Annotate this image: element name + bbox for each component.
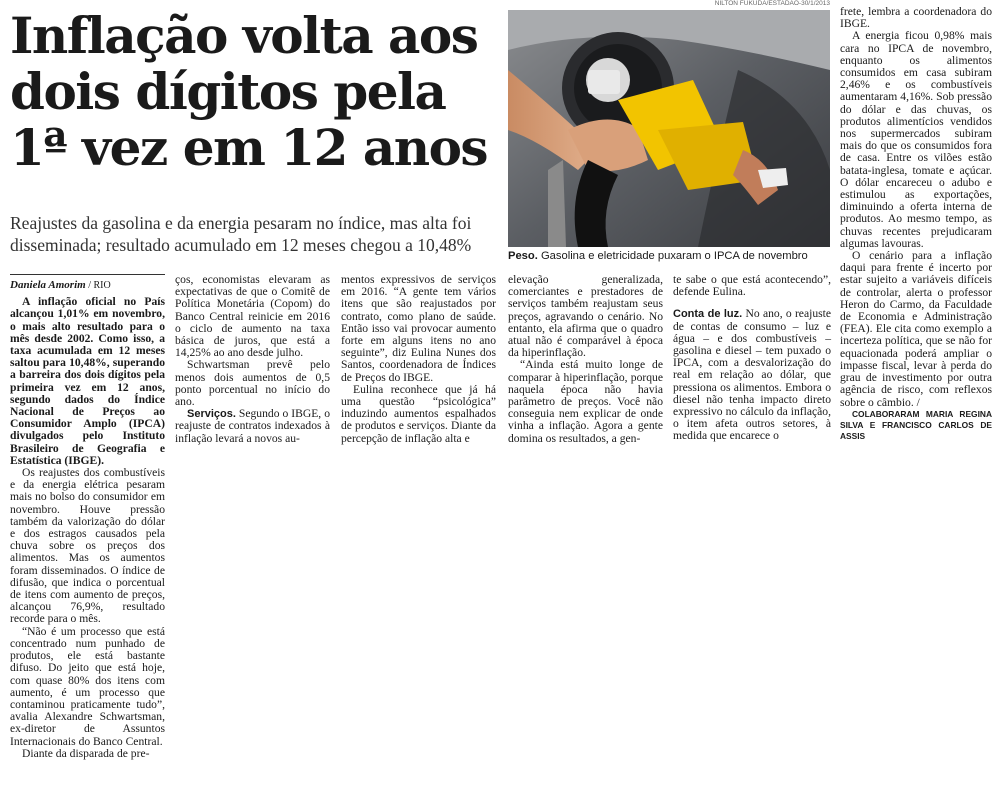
contributors-credit: COLABORARAM MARIA REGINA SILVA E FRANCISCO CARLOS DE ASSIS [840,408,992,441]
byline [10,274,165,292]
subtitle: Reajustes da gasolina e da energia pesaram no índice, mas alta foi disseminada; resultado acumulado em 12 meses chegou a 10,48% [10,213,472,255]
paragraph: “Não é um processo que está concentrado num punhado de produtos, ele está bastante difuso. Do jeito que está hoje, com quase 80% dos itens com aumento, é um processo que contaminou praticamente tudo”, avalia Alexandre Schwartsman, ex-diretor de Assuntos Internacionais do Banco Central. [10,624,165,748]
headline-line-1: Inflação volta aos [10,6,478,65]
article-column-2 [175,274,330,445]
fuel-pump-photo-illustration [508,10,830,247]
paragraph-with-subhead [175,408,330,445]
paragraph: frete, lembra a coordenadora do IBGE. [840,5,992,31]
paragraph: Os reajustes dos combustíveis e da energia elétrica pesaram mais no bolso do consumidor em novembro. Houve pressão também da valorização do dólar e dos estragos causados pela chuva sobre os preços dos alimentos. Mas os aumentos foram disseminados. O índice de difusão, que indica o porcentual de itens com aumento de preços, alcançou 76,9%, resultado recorde para o mês. [10,466,165,626]
article-column-4 [508,274,663,445]
headline-line-3: 1ª vez em 12 anos [10,118,488,177]
photo-caption [508,249,838,263]
paragraph: mentos expressivos de serviços em 2016. “A gente tem vários itens que são reajustados por contrato, como plano de saúde. Então isso vai provocar aumento forte em alguns itens no ano seguinte”, diz Eulina Nunes dos Santos, coordenadora de Índices de Preços do IBGE. [341,273,496,384]
paragraph: A energia ficou 0,98% mais cara no IPCA de novembro, enquanto os alimentos consumidos em casa subiram 2,46% e os combustíveis aumentaram 4,16%. Sob pressão do dólar e das chuvas, os produtos alimentícios vendidos nos supermercados subiram mais do que os consumidos fora de casa. Entre os vilões estão batata-inglesa, tomate e açúcar. O dólar encareceu o adubo e estimulou as exportações, diminuindo a oferta interna de produtos. Ao mesmo tempo, as chuvas recentes prejudicaram algumas lavouras. [840,29,992,250]
headline [10,8,500,176]
article-column-3 [341,274,496,445]
article-column-1 [10,274,165,760]
byline-location: / RIO [85,280,111,291]
photo-credit: NILTON FUKUDA/ESTADÃO-30/1/2013 [714,0,830,7]
paragraph-text: Segundo o IBGE, o reajuste de contratos indexados à inflação levará a novos au- [175,407,330,445]
article-column-5 [673,274,831,443]
paragraph: elevação generalizada, comerciantes e prestadores de serviços também reajustam seus preços, agravando o cenário. No entanto, ela afirma que o quadro atual não é comparável à época da hiperinflação. [508,273,663,360]
paragraph: Diante da disparada de pre- [22,746,150,760]
caption-label: Peso. [508,250,538,262]
caption-text: Gasolina e eletricidade puxaram o IPCA de novembro [537,250,808,262]
byline-author: Daniela Amorim [10,279,86,291]
subhead-servicos: Serviços. [187,408,236,421]
lead-paragraph: A inflação oficial no País alcançou 1,01% em novembro, o mais alto resultado para o mês desde 2002. Como isso, a taxa acumulada em 12 meses saltou para 10,48%, superando a barreira dos dois dígitos pela primeira vez em 12 anos, segundo dados do Índice Nacional de Preços ao Consumidor Amplo (IPCA) divulgados pelo Instituto Brasileiro de Geografia e Estatística (IBGE). [10,295,165,467]
paragraph: te sabe o que está acontecendo”, defende Eulina. [673,273,831,299]
news-photo [508,10,830,247]
paragraph: Eulina reconhece que já há uma questão “psicológica” induzindo aumentos espalhados de produtos e serviços. Diante da percepção de inflação alta e [341,382,496,445]
paragraph: ços, economistas elevaram as expectativas de que o Comitê de Política Monetária (Copom) do Banco Central reinicie em 2016 o ciclo de aumento na taxa básica de juros, que está a 14,25% ao ano desde julho. [175,273,330,360]
paragraph: O cenário para a inflação daqui para frente é incerto por estar sujeito a variáveis difíceis de controlar, alerta o professor Heron do Carmo, da Faculdade de Economia e Administração (FEA). Ele cita como exemplo a incerteza política, que se não for equacionada poderá ampliar o impasse fiscal, levar à perda do grau de investimento por outra agência de risco, com reflexos sobre o câmbio. / [840,249,992,409]
article-column-6 [840,6,992,442]
paragraph-text: No ano, o reajuste de contas de consumo – luz e água – e dos combustíveis – gasolina e diesel – tem puxado o IPCA, com a desvalorização do real em relação ao dólar, que pressiona os alimentos. Embora o diesel não tenha impacto direto expressivo no cálculo da inflação, o item afeta outros setores, à medida que encarece o [673,307,831,443]
subhead-conta-de-luz: Conta de luz. [673,308,743,321]
paragraph-with-subhead [673,308,831,442]
paragraph: Schwartsman prevê pelo menos dois aumentos de 0,5 ponto porcentual no início do ano. [175,358,330,409]
headline-line-2: dois dígitos pela [10,62,446,121]
paragraph: “Ainda está muito longe de comparar à hiperinflação, porque naquela época não havia parâmetro de preços. Você não conseguia nem explicar de onde vinha a inflação. Agora a gente domina os resultados, a gen- [508,358,663,445]
